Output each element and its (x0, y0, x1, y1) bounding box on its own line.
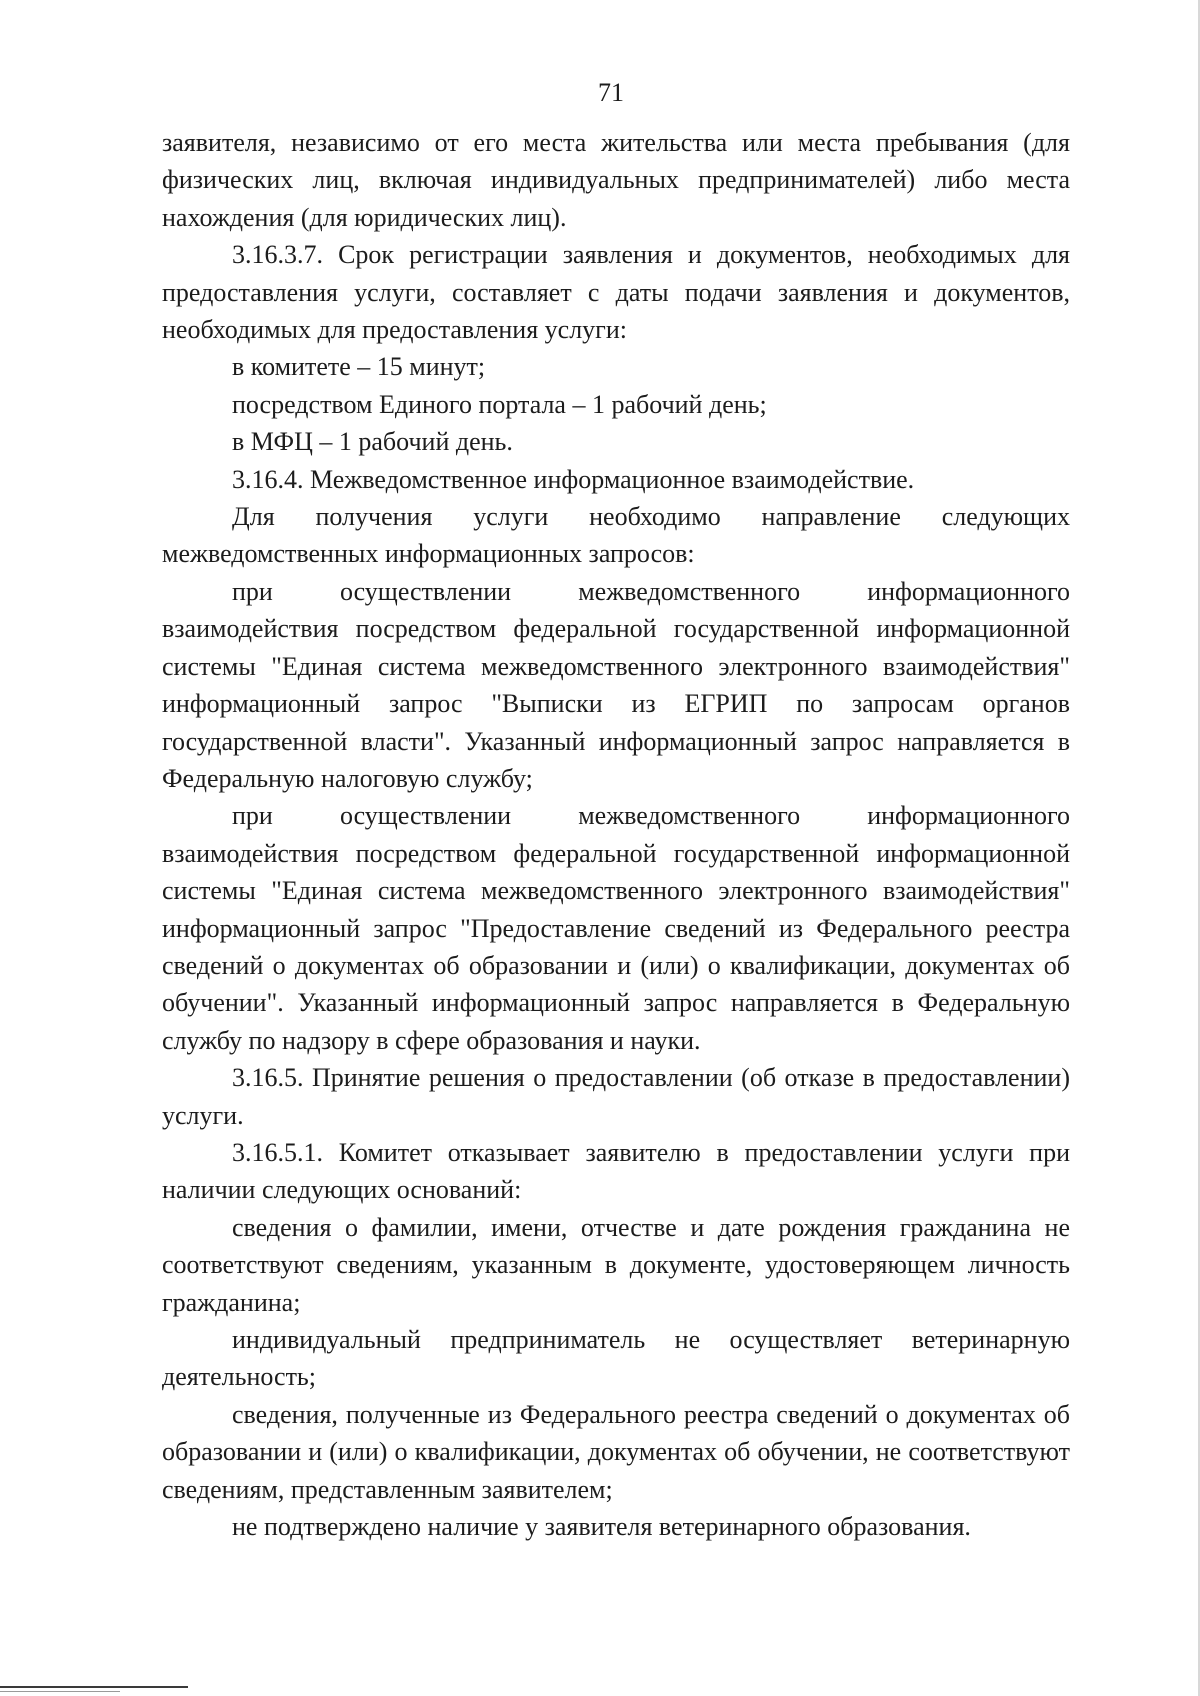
paragraph-3-16-4: 3.16.4. Межведомственное информационное взаимодействие. (232, 464, 915, 494)
list-item-committee: в комитете – 15 минут; (232, 352, 486, 382)
document-body (162, 124, 1070, 1545)
paragraph-ground-activity: индивидуальный предприниматель не осуществляет ветеринарную деятельность; (162, 1325, 1070, 1392)
list-item-mfc: в МФЦ – 1 рабочий день. (232, 427, 513, 457)
list-item-portal: посредством Единого портала – 1 рабочий день; (232, 389, 767, 419)
page-number: 71 (598, 78, 624, 107)
paragraph-3-16-5: 3.16.5. Принятие решения о предоставлении (об отказе в предоставлении) услуги. (162, 1063, 1070, 1130)
paragraph-requests-intro: Для получения услуги необходимо направление следующих межведомственных информационных запросов: (162, 502, 1070, 569)
paragraph-3-16-5-1: 3.16.5.1. Комитет отказывает заявителю в предоставлении услуги при наличии следующих оснований: (162, 1137, 1070, 1205)
paragraph-request-education: при осуществлении межведомственного информационного взаимодействия посредством федеральной государственной информационной системы "Единая система межведомственного электронного взаимодействия" информационный запрос "Предоставление сведений из Федерального реестра сведений о документах об образовании и (или) о квалификации, документах об обучении". Указанный информационный запрос направляется в Федеральную службу по надзору в сфере образования и науки. (162, 801, 1070, 1055)
paragraph-ground-registry: сведения, полученные из Федерального реестра сведений о документах об образовании и (или) о квалификации, документах об обучении, не соответствуют сведениям, представленным заявителем; (162, 1399, 1070, 1504)
bottom-rule (0, 1686, 188, 1688)
paragraph-request-egrip: при осуществлении межведомственного информационного взаимодействия посредством федеральной государственной информационной системы "Единая система межведомственного электронного взаимодействия" информационный запрос "Выписки из ЕГРИП по запросам органов государственной власти". Указанный информационный запрос направляется в Федеральную налоговую службу; (162, 576, 1070, 793)
paragraph-ground-identity: сведения о фамилии, имени, отчестве и дате рождения гражданина не соответствуют сведениям, указанным в документе, удостоверяющем личность гражданина; (162, 1212, 1070, 1317)
bottom-rule-thin (0, 1691, 120, 1692)
paragraph-ground-education: не подтверждено наличие у заявителя ветеринарного образования. (232, 1512, 971, 1542)
paragraph-continuation: заявителя, независимо от его места жительства или места пребывания (для физических лиц, включая индивидуальных предпринимателей) либо места нахождения (для юридических лиц). (162, 128, 1070, 232)
paragraph-3-16-3-7: 3.16.3.7. Срок регистрации заявления и документов, необходимых для предоставления услуги, составляет с даты подачи заявления и документов, необходимых для предоставления услуги: (162, 240, 1070, 345)
